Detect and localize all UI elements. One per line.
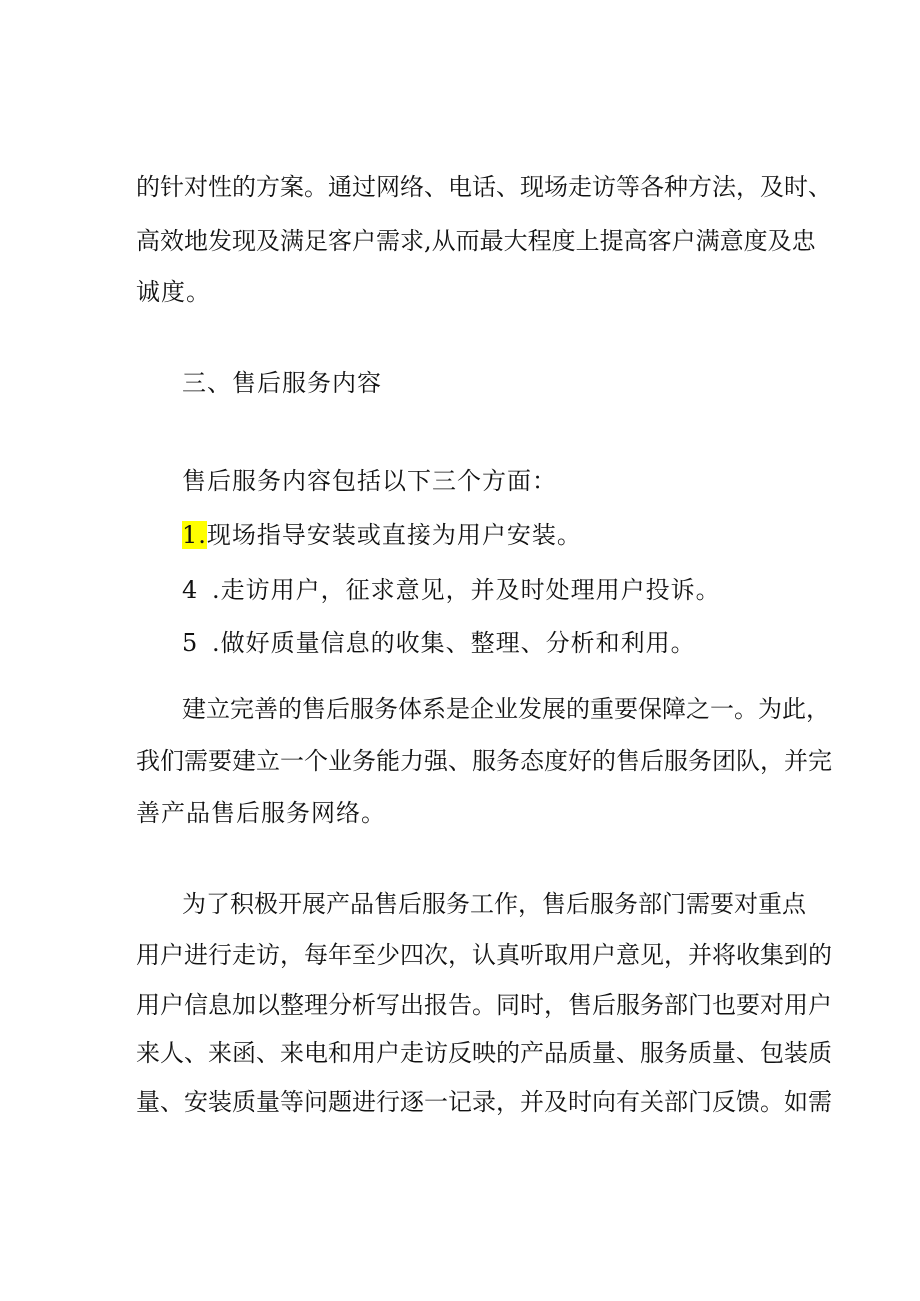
list-item-text: 现场指导安装或直接为用户安装。 — [206, 521, 582, 549]
section-intro: 售后服务内容包括以下三个方面： — [182, 467, 557, 495]
list-item-text: .走访用户，征求意见，并及时处理用户投诉。 — [212, 576, 721, 604]
paragraph-3-line-2: 用户进行走访，每年至少四次，认真听取用户意见，并将收集到的 — [136, 941, 832, 969]
paragraph-3-line-5: 量、安装质量等问题进行逐一记录，并及时向有关部门反馈。如需 — [136, 1088, 832, 1116]
list-item-number: 4 — [182, 576, 199, 604]
paragraph-1-line-3: 诚度。 — [136, 278, 211, 306]
list-item-1 — [182, 520, 582, 550]
section-heading: 三、售后服务内容 — [182, 369, 382, 397]
paragraph-2-line-1: 建立完善的售后服务体系是企业发展的重要保障之一。为此， — [182, 695, 830, 723]
list-item-text: .做好质量信息的收集、整理、分析和利用。 — [212, 629, 696, 657]
paragraph-3-line-4: 来人、来函、来电和用户走访反映的产品质量、服务质量、包装质 — [136, 1039, 832, 1067]
paragraph-3-line-1: 为了积极开展产品售后服务工作，售后服务部门需要对重点 — [182, 890, 806, 918]
paragraph-3-line-3: 用户信息加以整理分析写出报告。同时，售后服务部门也要对用户 — [136, 991, 832, 1019]
list-item-number-highlighted: 1. — [182, 521, 207, 549]
list-item-number: 5 — [182, 629, 199, 657]
paragraph-1-line-1: 的针对性的方案。通过网络、电话、现场走访等各种方法，及时、 — [136, 173, 832, 201]
list-item-3 — [182, 628, 696, 658]
paragraph-2-line-3: 善产品售后服务网络。 — [136, 799, 386, 827]
paragraph-1-line-2: 高效地发现及满足客户需求,从而最大程度上提高客户满意度及忠 — [136, 227, 816, 255]
list-item-2 — [182, 575, 721, 605]
paragraph-2-line-2: 我们需要建立一个业务能力强、服务态度好的售后服务团队，并完 — [136, 747, 832, 775]
